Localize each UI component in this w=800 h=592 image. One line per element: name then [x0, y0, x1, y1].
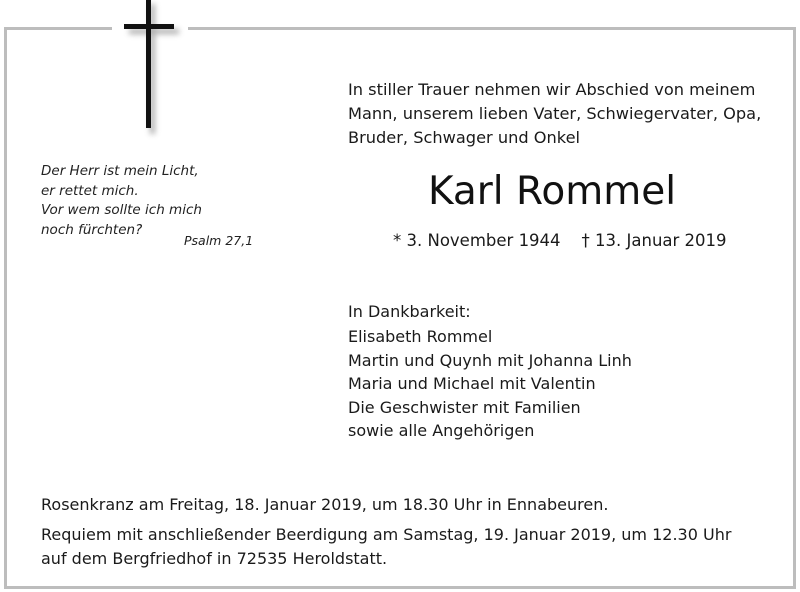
psalm-reference: Psalm 27,1 — [184, 233, 254, 248]
mourners-list — [348, 325, 632, 443]
mourner-name: sowie alle Angehörigen — [348, 421, 535, 440]
mourner-name: Die Geschwister mit Familien — [348, 397, 581, 417]
psalm-line: noch fürchten? — [41, 221, 143, 238]
life-dates — [393, 229, 727, 253]
mourners-heading: In Dankbarkeit: — [348, 302, 471, 321]
deceased-name: Karl Rommel — [427, 169, 677, 214]
requiem-notice-line2: auf dem Bergfriedhof in 72535 Heroldstatt. — [41, 549, 388, 568]
mourner-name: Maria und Michael mit Valentin — [348, 374, 596, 393]
intro-line: Mann, unserem lieben Vater, Schwiegervater, Opa, — [348, 104, 762, 123]
psalm-line: Vor wem sollte ich mich — [41, 202, 202, 218]
psalm-quote — [41, 162, 261, 240]
intro-line: Bruder, Schwager und Onkel — [348, 128, 581, 147]
mourner-name: Martin und Quynh mit Johanna Linh — [348, 350, 632, 370]
death-date: † 13. Januar 2019 — [581, 231, 727, 250]
psalm-line: er rettet mich. — [41, 182, 139, 199]
rosary-notice: Rosenkranz am Freitag, 18. Januar 2019, um 18.30 Uhr in Ennabeuren. — [41, 495, 609, 514]
intro-text — [348, 78, 768, 150]
mourner-name: Elisabeth Rommel — [348, 327, 493, 346]
service-info — [41, 493, 761, 571]
intro-line: In stiller Trauer nehmen wir Abschied von meinem — [348, 80, 756, 99]
requiem-notice-line1: Requiem mit anschließender Beerdigung am Samstag, 19. Januar 2019, um 12.30 Uhr — [41, 525, 732, 544]
birth-date: * 3. November 1944 — [393, 231, 561, 250]
psalm-line: Der Herr ist mein Licht, — [41, 163, 199, 179]
